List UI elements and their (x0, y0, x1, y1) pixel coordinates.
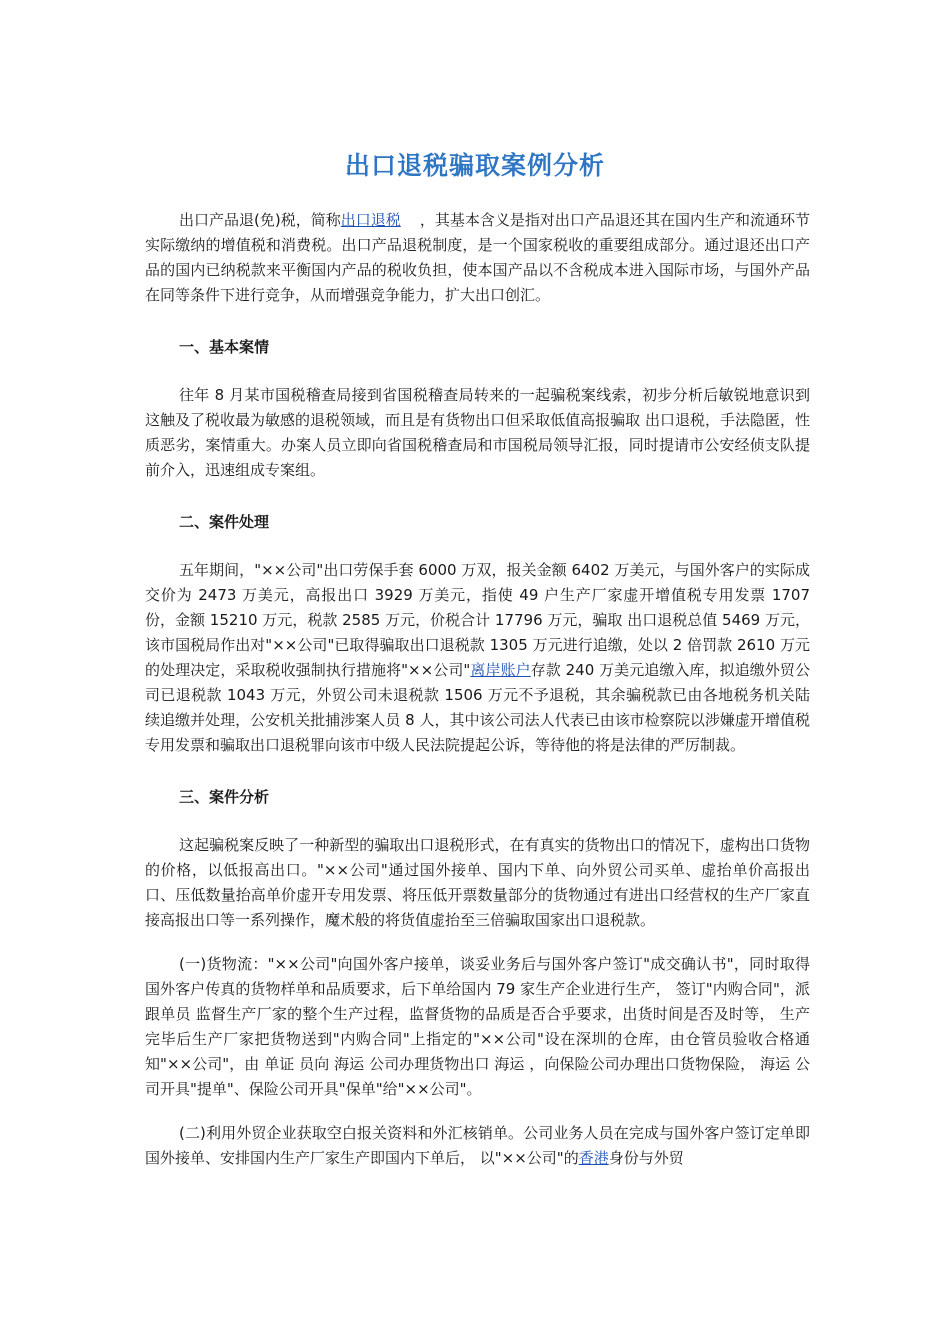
hong-kong-link[interactable]: 香港 (578, 1149, 609, 1167)
case-analysis-paragraph-1: 这起骗税案反映了一种新型的骗取出口退税形式，在有真实的货物出口的情况下，虚构出口货物的价格，以低报高出口。"××公司"通过国外接单、国内下单、向外贸公司买单、虚抬单价高报出口、压低数量抬高单价虚开专用发票、将压低开票数量部分的货物通过有进出口经营权的生产厂家直接高报出口等一系列操作，魔术般的将货值虚抬至三倍骗取国家出口退税款。 (145, 836, 810, 929)
document-body (145, 208, 810, 1171)
case-analysis-paragraph-2: (一)货物流："××公司"向国外客户接单，谈妥业务后与国外客户签订"成交确认书"，同时取得国外客户传真的货物样单和品质要求，后下单给国内 79 家生产企业进行生产， 签订"内购合同"，派 跟单员 监督生产厂家的整个生产过程，监督货物的品质是否合乎要求，出货时间是否及时等， 生产完毕后生产厂家把货物送到"内购合同"上指定的"××公司"设在深圳的仓库，由仓管员验收合格通知"××公司"，由 单证 员向 海运 公司办理货物出口 海运 ，向保险公司办理出口货物保险， 海运 公司开具"提单"、保险公司开具"保单"给"××公司"。 (145, 955, 810, 1098)
case-handling-text-2: 存款 240 万美元追缴入库，拟追缴外贸公司已退税款 1043 万元，外贸公司未退税款 1506 万元不予退税，其余骗税款已由各地税务机关陆续追缴并处理，公安机关批捕涉案人员 8 人，其中该公司法人代表已由该市检察院以涉嫌虚开增值税专用发票和骗取出口退税罪向该市中级人民法院提起公诉，等待他的将是法律的严厉制裁。 (145, 661, 810, 754)
basic-case-paragraph: 往年 8 月某市国税稽查局接到省国税稽查局转来的一起骗税案线索，初步分析后敏锐地意识到这触及了税收最为敏感的退税领域，而且是有货物出口但采取低值高报骗取 出口退税，手法隐匿，性质恶劣，案情重大。办案人员立即向省国税稽查局和市国税局领导汇报，同时提请市公安经侦支队提前介入，迅速组成专案组。 (145, 386, 810, 479)
section-heading-case-analysis: 三、案件分析 (179, 788, 270, 806)
page-title: 出口退税骗取案例分析 (344, 151, 605, 180)
case-handling-paragraph (145, 558, 810, 758)
case-analysis-text-1: (二)利用外贸企业获取空白报关资料和外汇核销单。公司业务人员在完成与国外客户签订定单即国外接单、安排国内生产厂家生产即国内下单后， 以"××公司"的 (145, 1124, 810, 1167)
export-tax-refund-link[interactable]: 出口退税 (340, 211, 401, 229)
intro-text-2: ，其基本含义是指对出口产品退还其在国内生产和流通环节实际缴纳的增值税和消费税。出口产品退税制度，是一个国家税收的重要组成部分。通过退还出口产品的国内已纳税款来平衡国内产品的税收负担，使本国产品以不含税成本进入国际市场，与国外产品在同等条件下进行竞争，从而增强竞争能力，扩大出口创汇。 (145, 211, 810, 304)
case-analysis-paragraph-3 (145, 1121, 810, 1171)
section-heading-basic-case: 一、基本案情 (179, 338, 270, 356)
offshore-account-link[interactable]: 离岸账户 (470, 661, 531, 679)
intro-paragraph (145, 208, 810, 308)
case-analysis-text-2: 身份与外贸 (608, 1149, 684, 1167)
case-handling-text-1: 五年期间，"××公司"出口劳保手套 6000 万双，报关金额 6402 万美元，与国外客户的实际成交价为 2473 万美元，高报出口 3929 万美元，指使 49 户生产厂家虚开增值税专用发票 1707 份，金额 15210 万元，税款 2585 万元，价税合计 17796 万元，骗取 出口退税总值 5469 万元，该市国税局作出对"××公司"已取得骗取出口退税款 1305 万元进行追缴，处以 2 倍罚款 2610 万元的处理决定，采取税收强制执行措施将"××公司" (145, 561, 810, 679)
intro-text-1: 出口产品退(免)税，简称 (179, 211, 341, 229)
section-heading-case-handling: 二、案件处理 (179, 513, 270, 531)
